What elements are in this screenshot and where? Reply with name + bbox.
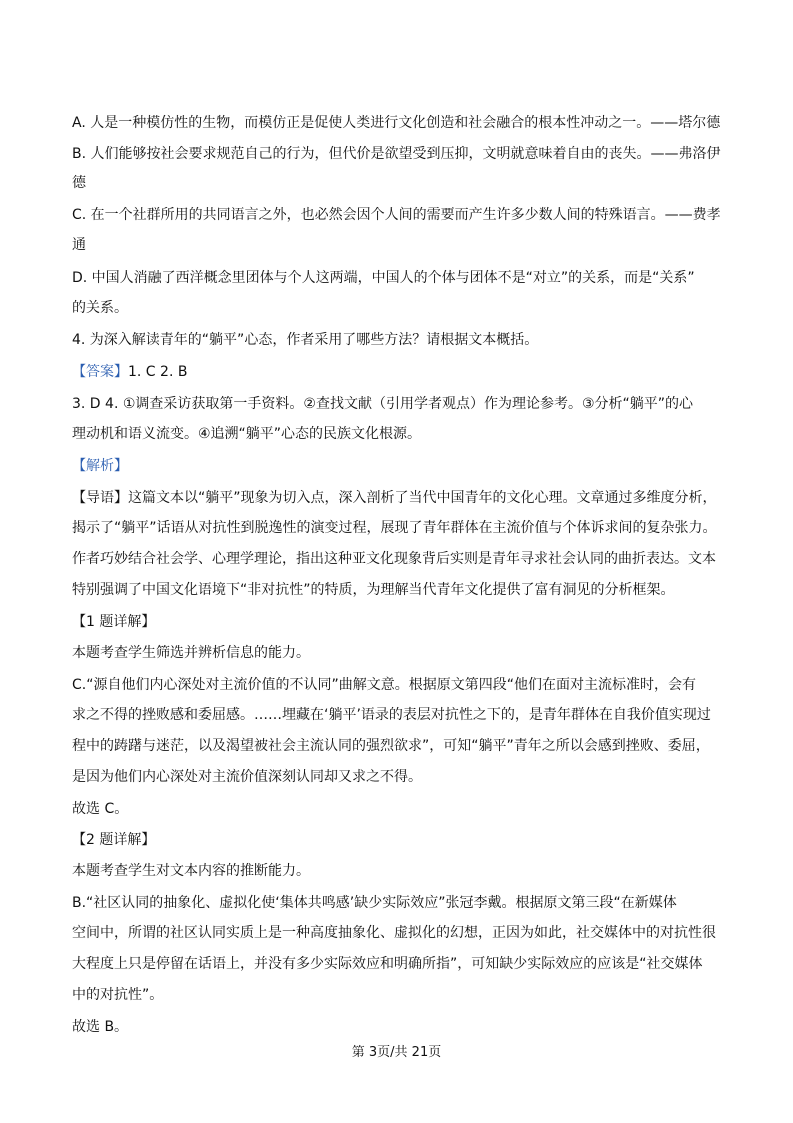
- answer-continued-line-2: 理动机和语义流变。④追溯“躺平”心态的民族文化根源。: [72, 426, 422, 442]
- answer-continued-line: 3. D 4. ①调查采访获取第一手资料。②查找文献（引用学者观点）作为理论参考。③分析“躺平”的心: [72, 396, 694, 412]
- answer-label: 【答案】: [72, 364, 128, 380]
- section-2-line: 空间中，所谓的社区认同实质上是一种高度抽象化、虚拟化的幻想，正因为如此，社交媒体中的对抗性很: [72, 925, 716, 941]
- section-2-line: 中的对抗性”。: [72, 987, 164, 1003]
- intro-paragraph-line: 特别强调了中国文化语境下“非对抗性”的特质，为理解当代青年文化提供了富有洞见的分析框架。: [72, 582, 675, 598]
- intro-paragraph-line: 揭示了“躺平”话语从对抗性到脱逸性的演变过程，展现了青年群体在主流价值与个体诉求间的复杂张力。: [72, 520, 717, 536]
- option-b-continuation: 德: [72, 175, 86, 191]
- option-a-line: A. 人是一种模仿性的生物，而模仿正是促使人类进行文化创造和社会融合的根本性冲动之一。——塔尔德: [72, 115, 721, 131]
- section-1-line: 是因为他们内心深处对主流价值深刻认同却又求之不得。: [72, 769, 422, 785]
- page-footer: 第 3页/共 21页: [351, 1045, 442, 1060]
- option-c-line: C. 在一个社群所用的共同语言之外，也必然会因个人间的需要而产生许多少数人间的特殊语言。——费孝: [72, 207, 721, 223]
- section-2-conclusion: 故选 B。: [72, 1019, 129, 1035]
- option-b-line: B. 人们能够按社会要求规范自己的行为，但代价是欲望受到压抑，文明就意味着自由的丧失。——弗洛伊: [72, 146, 721, 162]
- answer-line: [72, 362, 732, 382]
- section-2-line: 本题考查学生对文本内容的推断能力。: [72, 863, 310, 879]
- intro-paragraph-line: 作者巧妙结合社会学、心理学理论，指出这种亚文化现象背后实则是青年寻求社会认同的曲折表达。文本: [72, 551, 716, 567]
- option-c-continuation: 通: [72, 237, 86, 253]
- question-4: 4. 为深入解读青年的“躺平”心态，作者采用了哪些方法？请根据文本概括。: [72, 332, 539, 348]
- analysis-label: 【解析】: [72, 458, 128, 474]
- section-1-line: C.“源自他们内心深处对主流价值的不认同”曲解文意。根据原文第四段“他们在面对主流标准时，会有: [72, 677, 696, 693]
- option-d-line: D. 中国人消融了西洋概念里团体与个人这两端，中国人的个体与团体不是“对立”的关系，而是“关系”: [72, 270, 695, 286]
- intro-paragraph-line: 【导语】这篇文本以“躺平”现象为切入点，深入剖析了当代中国青年的文化心理。文章通过多维度分析，: [72, 490, 717, 506]
- answer-text: 1. C 2. B: [128, 364, 188, 380]
- section-1-line: 本题考查学生筛选并辨析信息的能力。: [72, 645, 310, 661]
- section-2-line: 大程度上只是停留在话语上，并没有多少实际效应和明确所指”，可知缺少实际效应的应该是“社交媒体: [72, 956, 703, 972]
- section-1-line: 程中的踌躇与迷茫，以及渴望被社会主流认同的强烈欲求”，可知“躺平”青年之所以会感到挫败、委屈，: [72, 738, 710, 754]
- section-1-line: 求之不得的挫败感和委屈感。……埋藏在‘躺平’语录的表层对抗性之下的，是青年群体在自我价值实现过: [72, 707, 711, 723]
- section-1-heading: 【1 题详解】: [72, 614, 156, 630]
- section-2-heading: 【2 题详解】: [72, 832, 156, 848]
- option-d-continuation: 的关系。: [72, 300, 128, 316]
- section-2-line: B.“社区认同的抽象化、虚拟化使‘集体共鸣感’缺少实际效应”张冠李戴。根据原文第三段“在新媒体: [72, 895, 677, 911]
- section-1-conclusion: 故选 C。: [72, 801, 129, 817]
